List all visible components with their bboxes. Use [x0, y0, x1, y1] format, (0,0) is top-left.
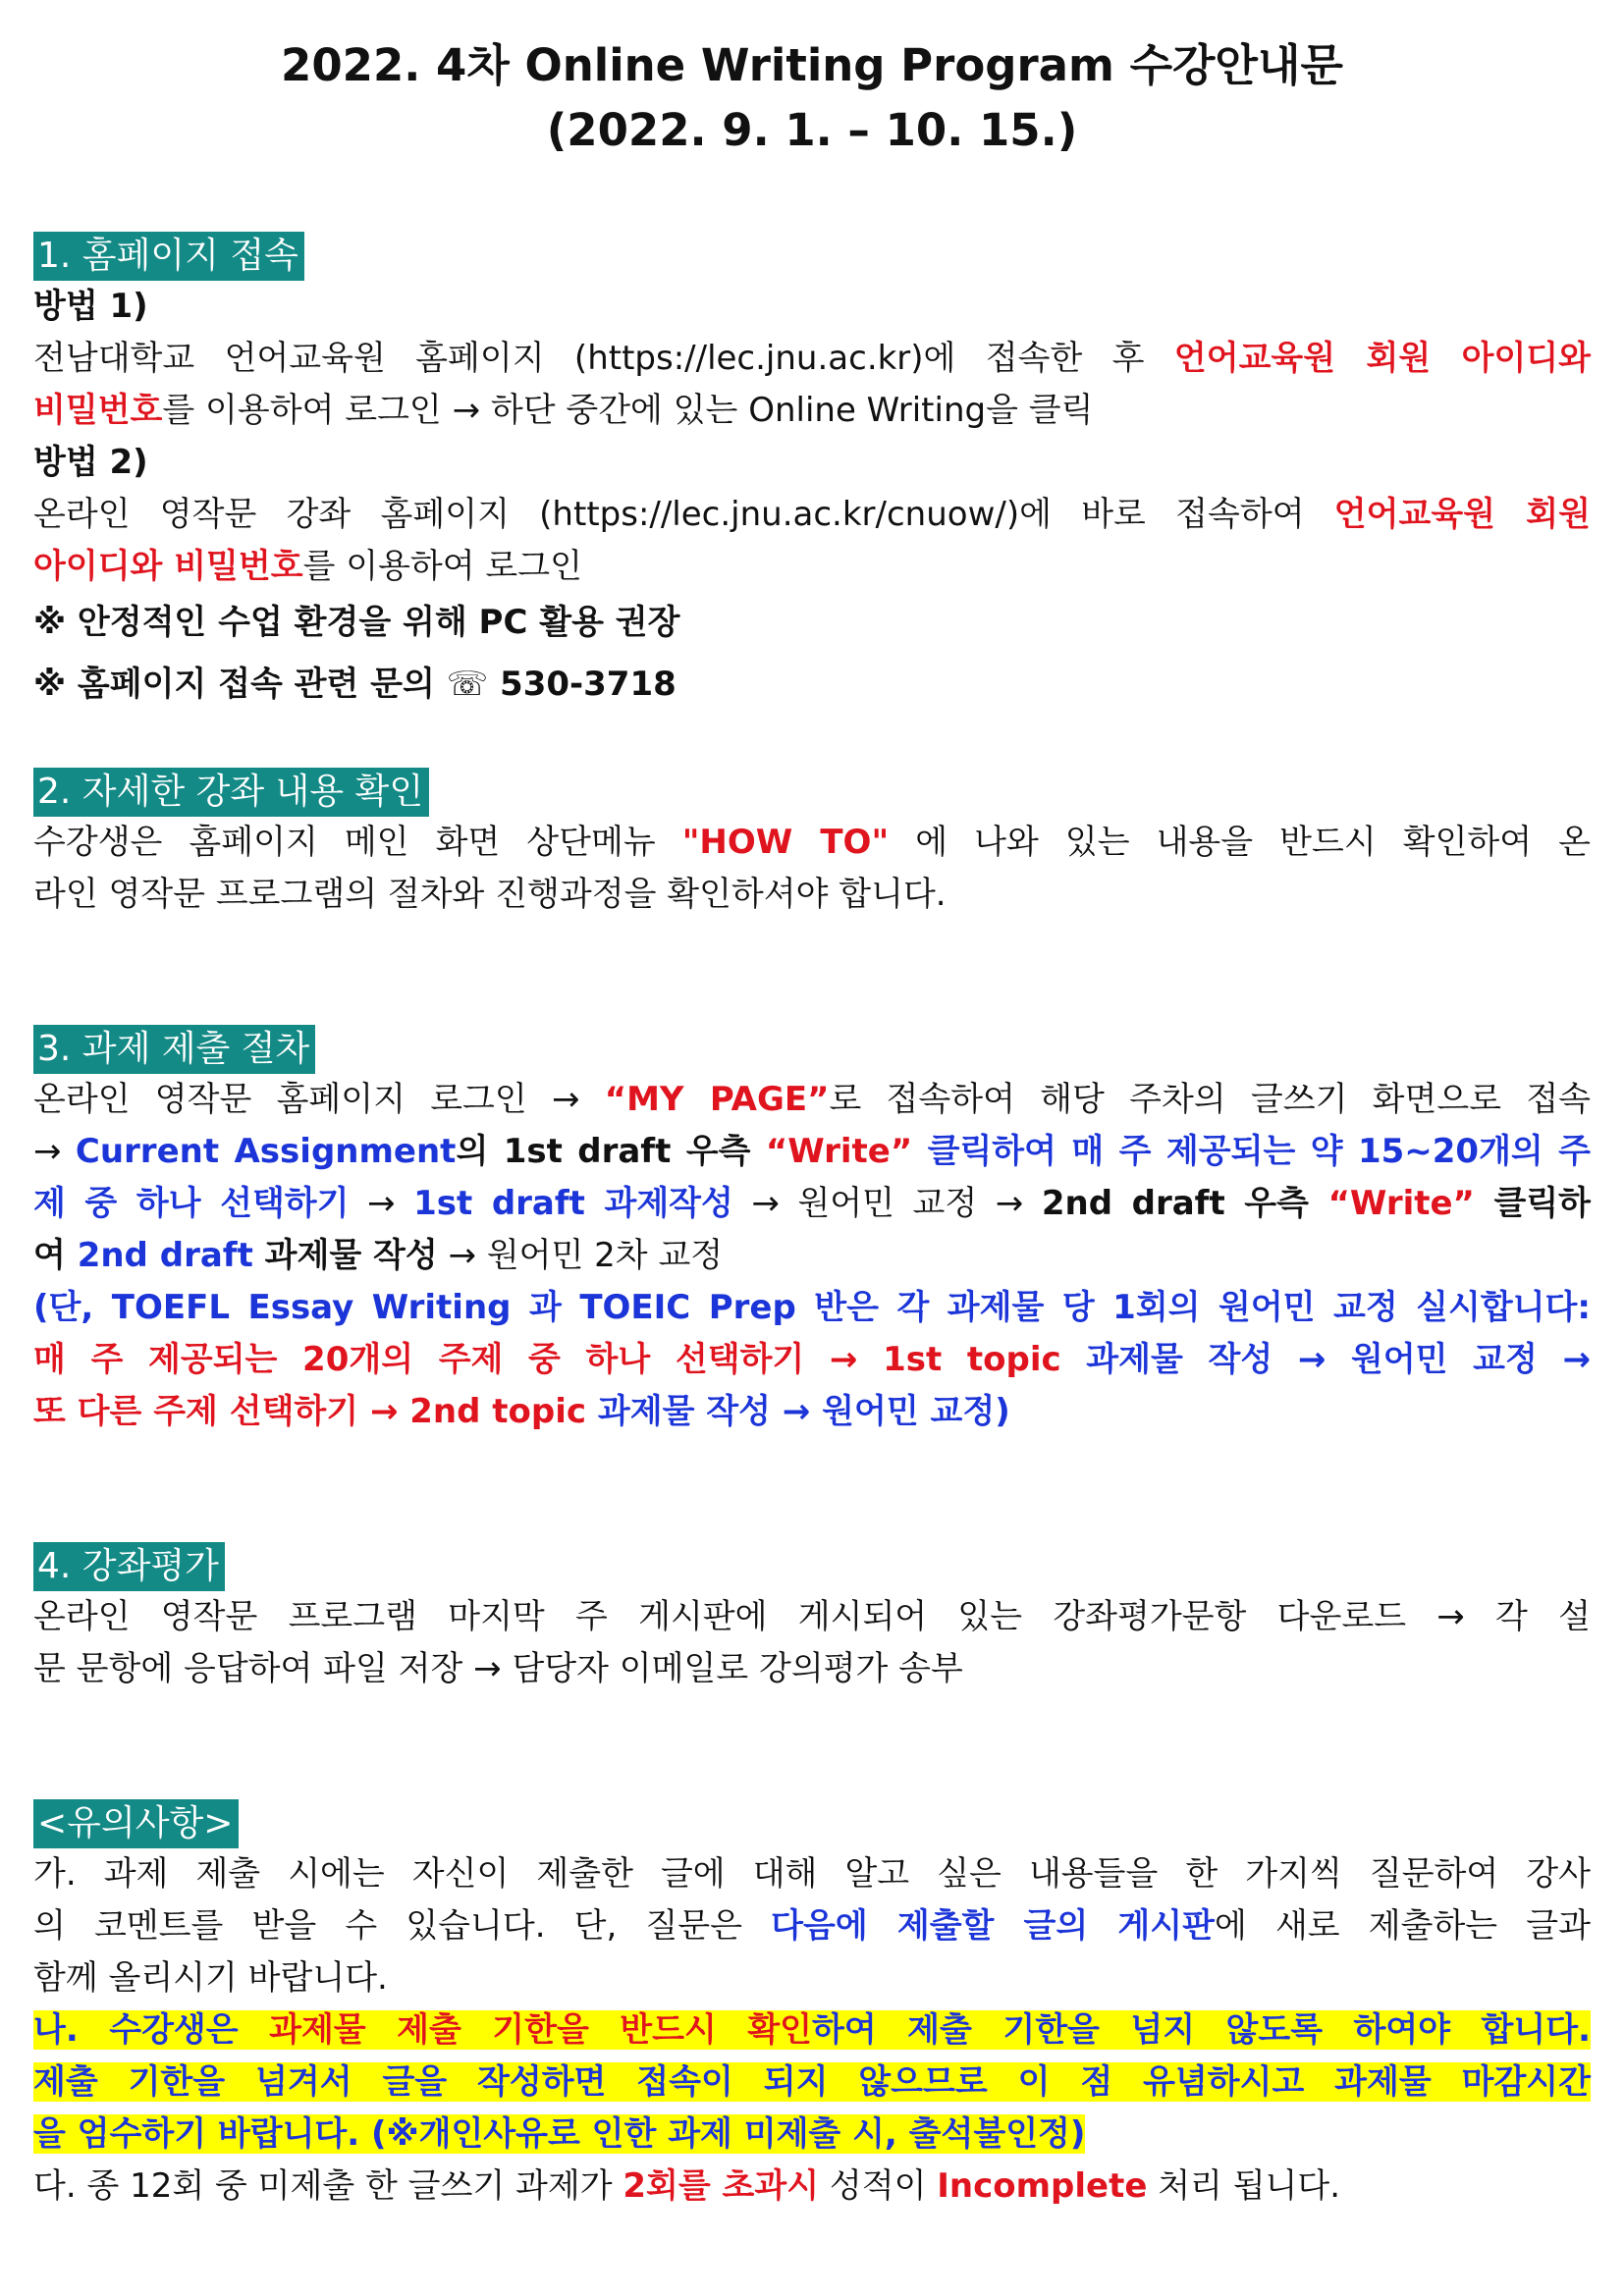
section3-line5: (단, TOEFL Essay Writing 과 TOEIC Prep 반은 각 과제물 당 1회의 원어민 교정 실시합니다: [33, 1288, 1591, 1327]
member-id-highlight: 언어교육원 회원 아이디와 [1173, 339, 1591, 378]
method2-line1: 온라인 영작문 강좌 홈페이지 (https://lec.jnu.ac.kr/cnuow/)에 바로 접속하여 언어교육원 회원 [33, 495, 1591, 534]
note-ga-line3: 함께 올리시기 바랍니다. [33, 1958, 388, 1998]
section3-line1: 온라인 영작문 홈페이지 로그인 → “MY PAGE”로 접속하여 해당 주차의 글쓰기 화면으로 접속 [33, 1080, 1592, 1119]
document-title-line1: 2022. 4차 Online Writing Program 수강안내문 [281, 39, 1343, 91]
section-course-details [33, 768, 1591, 921]
section4-line2: 문 문항에 응답하여 파일 저장 → 담당자 이메일로 강의평가 송부 [33, 1649, 963, 1688]
document-title-line2: (2022. 9. 1. – 10. 15.) [546, 104, 1078, 156]
section3-line7: 또 다른 주제 선택하기 → 2nd topic 과제물 작성 → 원어민 교정) [33, 1392, 1010, 1431]
section3-line2: → Current Assignment의 1st draft 우측 “Write” 클릭하여 매 주 제공되는 약 15~20개의 주 [33, 1132, 1592, 1171]
section2-heading: 2. 자세한 강좌 내용 확인 [33, 768, 429, 817]
contact-note: ※ 홈페이지 접속 관련 문의 ☏ 530-3718 [33, 665, 677, 704]
note-na-line2: 제출 기한을 넘겨서 글을 작성하면 접속이 되지 않으므로 이 점 유념하시고 과제물 마감시간 [33, 2062, 1591, 2102]
section-notes [33, 1799, 1591, 2213]
note-na-line1: 나. 수강생은 과제물 제출 기한을 반드시 확인하여 제출 기한을 넘지 않도록 하여야 합니다. [33, 2010, 1592, 2050]
phone-icon: ☏ [446, 665, 489, 704]
method1-label: 방법 1) [33, 287, 148, 326]
section1-heading: 1. 홈페이지 접속 [33, 232, 304, 281]
note-da-line: 다. 종 12회 중 미제출 한 글쓰기 과제가 2회를 초과시 성적이 Incomplete 처리 됩니다. [33, 2166, 1341, 2206]
section3-line4: 여 2nd draft 과제물 작성 → 원어민 2차 교정 [33, 1236, 724, 1275]
section3-heading: 3. 과제 제출 절차 [33, 1025, 315, 1074]
section4-line1: 온라인 영작문 프로그램 마지막 주 게시판에 게시되어 있는 강좌평가문항 다운로드 → 각 설 [33, 1597, 1591, 1636]
section-course-evaluation [33, 1542, 1591, 1695]
method2-line2: 아이디와 비밀번호를 이용하여 로그인 [33, 547, 582, 586]
note-ga-line1: 가. 과제 제출 시에는 자신이 제출한 글에 대해 알고 싶은 내용들을 한 가지씩 질문하여 강사 [33, 1854, 1591, 1894]
method2-label: 방법 2) [33, 443, 148, 482]
method1-line2: 비밀번호를 이용하여 로그인 → 하단 중간에 있는 Online Writing을 클릭 [33, 391, 1094, 430]
section3-line3: 제 중 하나 선택하기 → 1st draft 과제작성 → 원어민 교정 → 2nd draft 우측 “Write” 클릭하 [33, 1184, 1592, 1223]
note-na-line3: 을 엄수하기 바랍니다. (※개인사유로 인한 과제 미제출 시, 출석불인정) [33, 2114, 1086, 2154]
method1-line1: 전남대학교 언어교육원 홈페이지 (https://lec.jnu.ac.kr)에 접속한 후 언어교육원 회원 아이디와 [33, 339, 1591, 378]
section2-line1: 수강생은 홈페이지 메인 화면 상단메뉴 "HOW TO" 에 나와 있는 내용을 반드시 확인하여 온 [33, 823, 1591, 862]
section2-line2: 라인 영작문 프로그램의 절차와 진행과정을 확인하셔야 합니다. [33, 875, 947, 914]
note-ga-line2: 의 코멘트를 받을 수 있습니다. 단, 질문은 다음에 제출할 글의 게시판에 새로 제출하는 글과 [33, 1906, 1591, 1946]
notes-heading: <유의사항> [33, 1799, 239, 1848]
section-homepage-access [33, 232, 1591, 717]
pc-recommend-note: ※ 안정적인 수업 환경을 위해 PC 활용 권장 [33, 603, 680, 642]
section-submission-procedure [33, 1025, 1591, 1438]
section3-line6: 매 주 제공되는 20개의 주제 중 하나 선택하기 → 1st topic 과제물 작성 → 원어민 교정 → [33, 1340, 1591, 1379]
section4-heading: 4. 강좌평가 [33, 1542, 225, 1591]
